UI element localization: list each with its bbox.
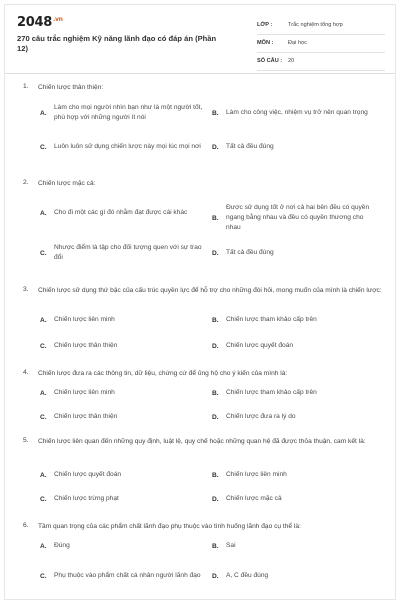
option-text: Chiến lược liên minh	[226, 471, 287, 478]
option-letter: C.	[40, 342, 47, 350]
option-text: Chiến lược quyết đoán	[226, 342, 294, 349]
option-text: Chiến lược mặc cả	[226, 495, 282, 502]
question-text: Chiến lược đưa ra các thông tin, dữ liệu, chứng cứ để ủng hộ cho ý kiến của mình là:	[38, 370, 288, 377]
option-c[interactable]	[40, 407, 205, 427]
option-b[interactable]	[212, 465, 382, 485]
logo-main-text: 2048	[17, 15, 52, 30]
option-letter: A.	[40, 316, 47, 324]
option-letter: B.	[212, 214, 219, 222]
question-number: 3.	[23, 286, 29, 293]
option-letter: A.	[40, 109, 47, 117]
question-number: 1.	[23, 83, 29, 90]
option-letter: C.	[40, 572, 47, 580]
option-a[interactable]	[40, 536, 205, 556]
question-number: 6.	[23, 522, 29, 529]
option-letter: C.	[40, 413, 47, 421]
option-text: Sai	[226, 542, 236, 549]
option-text: Chiến lược tham khảo cấp trên	[226, 316, 317, 323]
option-text: Cho đi một các gì đó nhằm đạt được cái khác	[54, 209, 188, 216]
site-logo[interactable]	[17, 15, 63, 30]
option-a[interactable]	[40, 383, 205, 403]
option-c[interactable]	[40, 336, 205, 356]
meta-row-class	[257, 19, 385, 35]
option-text: Luôn luôn sử dụng chiến lược này mọi lúc mọi nơi	[54, 143, 201, 150]
document-page	[4, 4, 396, 600]
question-number: 2.	[23, 179, 29, 186]
option-text: Tất cả đều đúng	[226, 249, 274, 256]
meta-row-subject	[257, 37, 385, 53]
option-letter: B.	[212, 316, 219, 324]
option-c[interactable]	[40, 489, 205, 509]
option-d[interactable]	[212, 243, 382, 263]
option-d[interactable]	[212, 489, 382, 509]
question-number: 4.	[23, 369, 29, 376]
option-b[interactable]	[212, 103, 382, 123]
option-text: Làm cho mọi người nhìn bạn như là một người tốt, phù hợp với những người ít nói	[54, 104, 203, 121]
option-d[interactable]	[212, 137, 382, 157]
document-title: 270 câu trắc nghiệm Kỹ năng lãnh đạo có đáp án (Phần 12)	[17, 34, 217, 53]
option-letter: A.	[40, 389, 47, 397]
option-c[interactable]	[40, 566, 205, 586]
option-text: A, C đều đúng	[226, 572, 269, 579]
question-text: Tầm quan trọng của các phẩm chất lãnh đạo phụ thuộc vào tình huống lãnh đạo cụ thể là:	[38, 523, 301, 530]
option-letter: D.	[212, 413, 219, 421]
meta-label: MÔN :	[257, 40, 274, 46]
option-a[interactable]	[40, 103, 205, 123]
header-divider	[5, 73, 395, 74]
option-letter: D.	[212, 572, 219, 580]
option-d[interactable]	[212, 336, 382, 356]
option-d[interactable]	[212, 566, 382, 586]
option-text: Chiến lược thân thiện	[54, 342, 118, 349]
option-text: Chiến lược liên minh	[54, 389, 115, 396]
option-d[interactable]	[212, 407, 382, 427]
option-text: Chiến lược quyết đoán	[54, 471, 122, 478]
option-text: Được sử dụng tốt ở nơi cả hai bên đều có quyền ngang bằng nhau và đều có quyền thương cho nhau	[226, 204, 370, 231]
option-letter: D.	[212, 143, 219, 151]
option-a[interactable]	[40, 465, 205, 485]
option-letter: B.	[212, 542, 219, 550]
option-letter: C.	[40, 495, 47, 503]
option-c[interactable]	[40, 137, 205, 157]
option-text: Làm cho công việc, nhiệm vụ trở nên quan trọng	[226, 109, 368, 116]
meta-info	[257, 19, 385, 73]
question-number: 5.	[23, 437, 29, 444]
option-letter: B.	[212, 389, 219, 397]
meta-value: Đại học	[288, 40, 307, 46]
option-letter: C.	[40, 143, 47, 151]
option-letter: D.	[212, 495, 219, 503]
option-letter: A.	[40, 542, 47, 550]
option-letter: A.	[40, 471, 47, 479]
option-b[interactable]	[212, 383, 382, 403]
option-text: Chiến lược trừng phạt	[54, 495, 119, 502]
logo-tld-text: .vn	[52, 15, 63, 23]
option-letter: C.	[40, 249, 47, 257]
meta-value: 20	[288, 58, 295, 64]
question-text: Chiến lược liên quan đến những quy định, luật lệ, quy chế hoặc những quan hệ đã được thỏa thuận, cam kết là:	[38, 438, 366, 445]
option-letter: B.	[212, 471, 219, 479]
option-b[interactable]	[212, 310, 382, 330]
option-b[interactable]	[212, 203, 382, 233]
meta-row-count	[257, 55, 385, 71]
option-text: Chiến lược tham khảo cấp trên	[226, 389, 317, 396]
option-a[interactable]	[40, 310, 205, 330]
option-text: Chiến lược liên minh	[54, 316, 115, 323]
meta-value: Trắc nghiệm tổng hợp	[288, 22, 343, 28]
option-text: Nhược điểm là tập cho đối tượng quen với sự trao đổi	[54, 244, 202, 261]
option-letter: A.	[40, 209, 47, 217]
question-text: Chiến lược thân thiện:	[38, 84, 104, 91]
document-header	[5, 5, 395, 67]
option-text: Chiến lược thân thiện	[54, 413, 118, 420]
option-letter: B.	[212, 109, 219, 117]
question-text: Chiến lược sử dụng thứ bậc của cấu trúc quyền lực để hỗ trợ cho những đòi hỏi, mong muốn của mình là chiến lược:	[38, 287, 382, 294]
option-text: Tất cả đều đúng	[226, 143, 274, 150]
question-text: Chiến lược mặc cả:	[38, 180, 96, 187]
option-c[interactable]	[40, 243, 205, 263]
meta-label: SỐ CÂU :	[257, 58, 283, 64]
option-text: Phụ thuộc vào phẩm chất cá nhân người lãnh đạo	[54, 572, 201, 579]
option-letter: D.	[212, 342, 219, 350]
meta-label: LỚP :	[257, 22, 273, 28]
option-b[interactable]	[212, 536, 382, 556]
option-text: Chiến lược đưa ra lý do	[226, 413, 296, 420]
option-text: Đúng	[54, 542, 70, 549]
option-a[interactable]	[40, 203, 205, 223]
option-letter: D.	[212, 249, 219, 257]
